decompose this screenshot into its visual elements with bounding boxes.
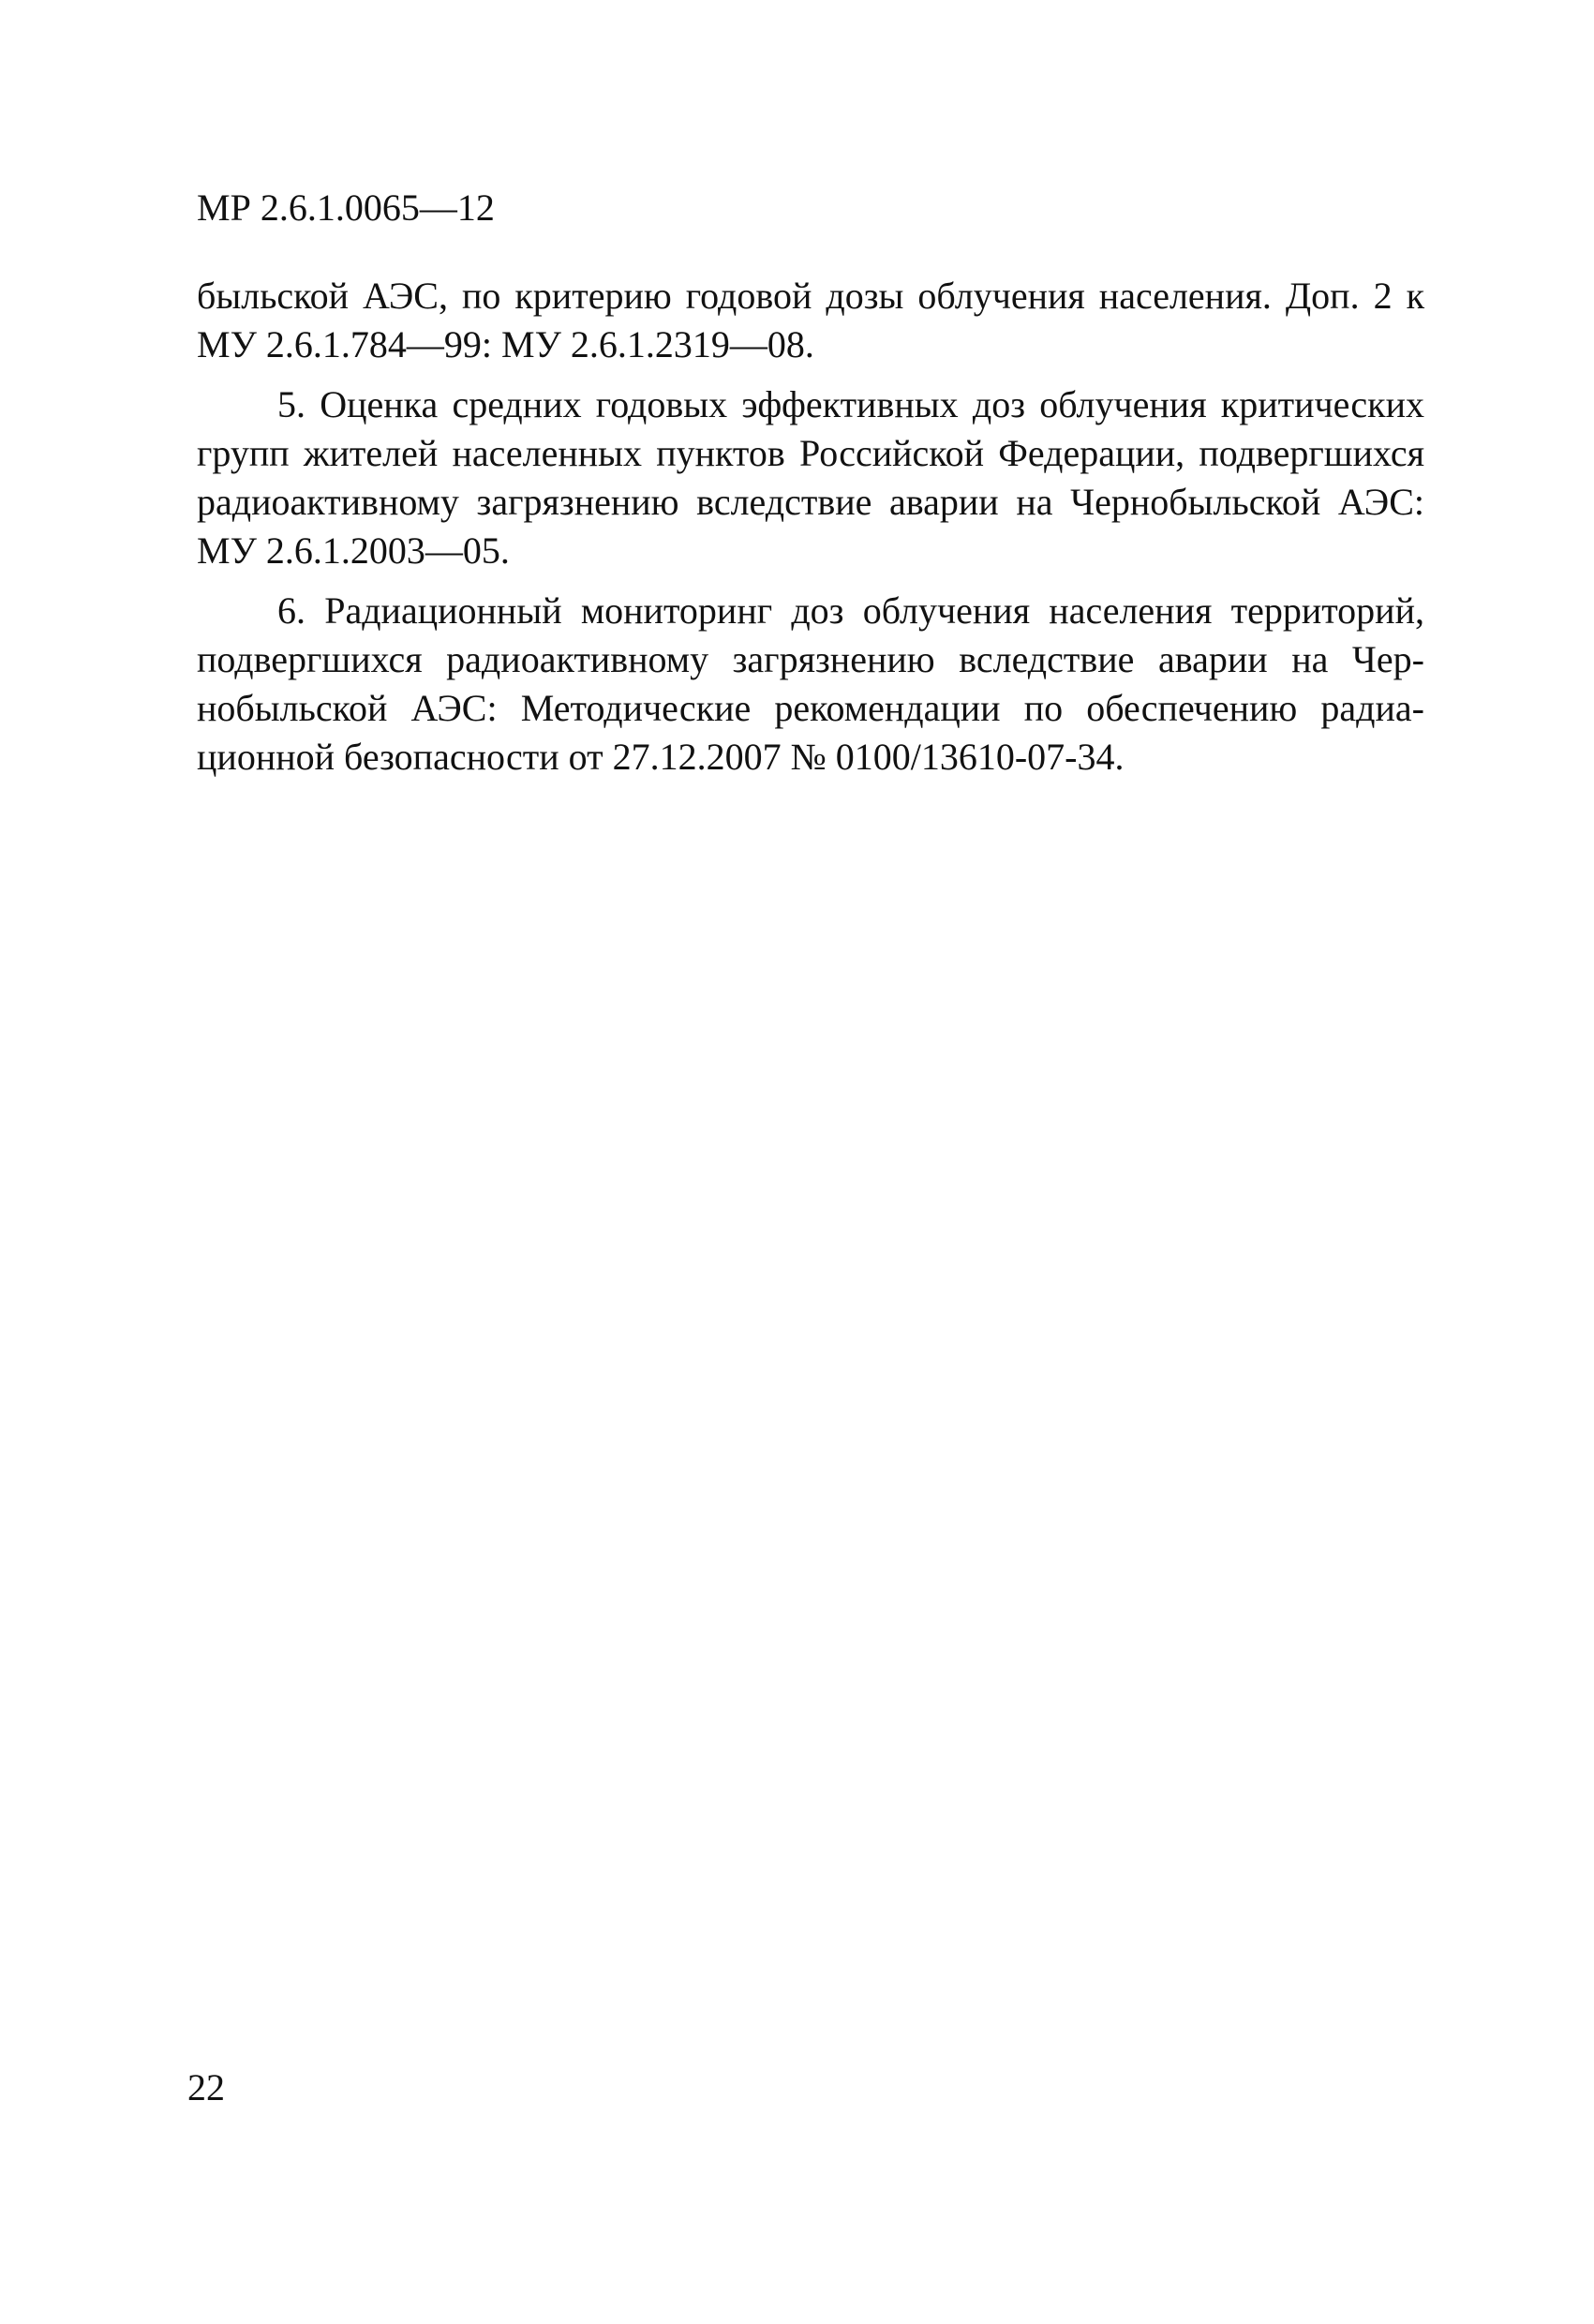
paragraph-item-5: 5. Оценка средних годовых эффективных доз облучения критических групп жителей населенных пунктов Российской Федерации, подвергшихся радиоактивному загрязнению вследствие аварии на Чернобыльской АЭС: МУ 2.6.1.2003—05.	[197, 383, 1424, 572]
document-body	[197, 272, 1424, 782]
document-header: МР 2.6.1.0065—12	[197, 186, 495, 229]
paragraph-continuation: быльской АЭС, по критерию годовой дозы облучения населения. Доп. 2 к МУ 2.6.1.784—99: МУ 2.6.1.2319—08.	[197, 275, 1424, 365]
paragraph-item-6: 6. Радиационный мониторинг доз облучения населения территорий, подвергшихся радиоактивному загрязнению вследствие аварии на Чернобыльской АЭС: Методические рекомендации по обеспечению радиационной безопасности от 27.12.2007 № 0100/13610-07-34.	[197, 589, 1424, 778]
page-number: 22	[187, 2066, 225, 2108]
